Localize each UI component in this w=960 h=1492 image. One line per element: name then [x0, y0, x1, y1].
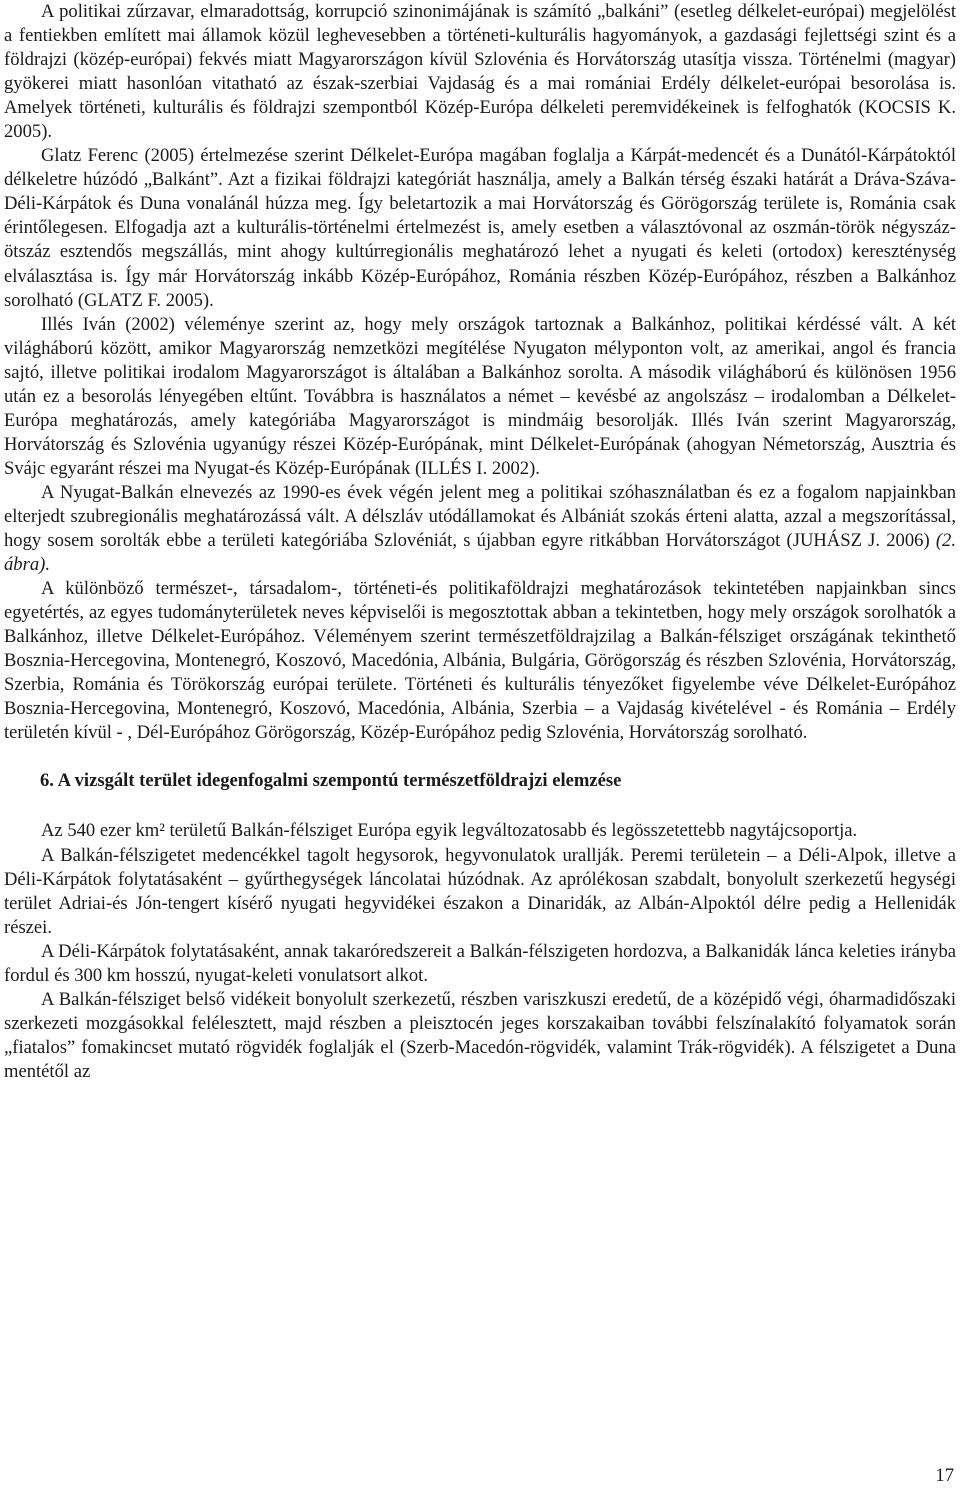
- paragraph-glatz-ferenc: Glatz Ferenc (2005) értelmezése szerint Délkelet-Európa magában foglalja a Kárpát-medencét és a Dunától-Kárpátoktól délkeletre húzódó „Balkánt”. Azt a fizikai földrajzi kategóriát használja, amely a Balkán térség északi határát a Dráva-Száva-Déli-Kárpátok és Duna vonalánál húzza meg. Így beletartozik a mai Horvátország és Görögország területe is, Románia csak érintőlegesen. Elfogadja azt a kulturális-történelmi értelmezést is, amely esetben a választóvonal az oszmán-török négyszáz-ötszáz esztendős megszállás, mint ahogy kultúrregionális meghatározó lehet a nyugati és keleti (ortodox) kereszténység elválasztása is. Így már Horvátország inkább Közép-Európához, Románia részben Közép-Európához, részben a Balkánhoz sorolható (GLATZ F. 2005).: [4, 145, 956, 311]
- paragraph-inner-regions: A Balkán-félsziget belső vidékeit bonyolult szerkezetű, részben variszkuszi eredetű, de a középidő végi, óharmadidőszaki szerkezeti mozgásokkal felélesztett, majd részben a pleisztocén jeges korszakaiban további felszínalakító folyamatok során „fiatalos” fomakincset mutató rögvidék foglalják el (Szerb-Macedón-rögvidék, valamint Trák-rögvidék). A félszigetet a Duna mentétől az: [4, 988, 956, 1082]
- paragraph-mountain-ranges: A Balkán-félszigetet medencékkel tagolt hegysorok, hegyvonulatok urallják. Peremi területein – a Déli-Alpok, illetve a Déli-Kárpátok folytatásaként – gyűrthegységek láncolatai húzódnak. Az aprólékosan szabdalt, bonyolult szerkezetű hegységi terület Adriai-és Jón-tengert kísérő nyugati hegyvidékei északon a Dinaridák, az Albán-Alpoktól délre pedig a Hellenidák részei.: [4, 844, 956, 938]
- section-heading: 6. A vizsgált terület idegenfogalmi szempontú természetföldrajzi elemzése: [40, 770, 622, 792]
- document-page: [4, 0, 956, 1084]
- paragraph-author-opinion: A különböző természet-, társadalom-, történeti-és politikaföldrajzi meghatározások tekintetében napjainkban sincs egyetértés, az egyes tudományterületek neves képviselői is megosztottak abban a tekintetben, hogy mely országok sorolhatók a Balkánhoz, illetve Délkelet-Európához. Véleményem szerint természetföldrajzilag a Balkán-félsziget országának tekinthető Bosznia-Hercegovina, Montenegró, Koszovó, Macedónia, Albánia, Bulgária, Görögország és részben Szlovénia, Horvátország, Szerbia, Románia és Törökország európai területe. Történeti és kulturális tényezőket figyelembe véve Délkelet-Európához Bosznia-Hercegovina, Montenegró, Koszovó, Macedónia, Albánia, Szerbia – a Vajdaság kivételével - és Románia – Erdély területén kívül - , Dél-Európához Görögország, Közép-Európához pedig Szlovénia, Horvátország sorolható.: [4, 578, 956, 744]
- paragraph-nyugat-balkan-text: A Nyugat-Balkán elnevezés az 1990-es évek végén jelent meg a politikai szóhasználatban és ez a fogalom napjainkban elterjedt szubregionális meghatározássá vált. A délszláv utódállamokat és Albániát szokás érteni alatta, azzal a megszorítással, hogy sosem sorolták ebbe a területi kategóriába Szlovéniát, s újabban egyre ritkábban Horvátországot (JUHÁSZ J. 2006): [4, 481, 956, 552]
- figure-reference: (2. ábra).: [4, 530, 956, 576]
- paragraph-nyugat-balkan: [4, 481, 956, 577]
- page-number: 17: [935, 1465, 954, 1486]
- paragraph-illes-ivan: Illés Iván (2002) véleménye szerint az, hogy mely országok tartoznak a Balkánhoz, politikai kérdéssé vált. A két világháború között, amikor Magyarország nemzetközi megítélése Nyugaton mélyponton volt, az amerikai, angol és francia sajtó, illetve politikai irodalom Magyarországot is általában a Balkánhoz sorolta. A második világháború és különösen 1956 után ez a besorolás lényegében eltűnt. Továbbra is használatos a német – kevésbé az angolszász – irodalomban a Délkelet-Európa meghatározás, amely kategóriába Magyarországot is mindmáig besorolják. Illés Iván szerint Magyarország, Horvátország és Szlovénia ugyanúgy részei Közép-Európának, mint Délkelet-Európának (ahogyan Németország, Ausztria és Svájc egyaránt részei ma Nyugat-és Közép-Európának (ILLÉS I. 2002).: [4, 313, 956, 479]
- paragraph-area-size: Az 540 ezer km² területű Balkán-félsziget Európa egyik legváltozatosabb és legösszetettebb nagytájcsoportja.: [41, 820, 858, 842]
- paragraph-balkan-designation: A politikai zűrzavar, elmaradottság, korrupció szinonimájának is számító „balkáni” (esetleg délkelet-európai) megjelölést a fentiekben említett mai államok közül leghevesebben a történeti-kulturális hagyományok, a gazdasági fejlettségi szint és a földrajzi (közép-európai) fekvés miatt Magyarországon kívül Szlovénia és Horvátország utasítja vissza. Történelmi (magyar) gyökerei miatt hasonlóan vitatható az észak-szerbiai Vajdaság és a mai romániai Erdély délkelet-európai besorolása is. Amelyek történeti, kulturális és földrajzi szempontból Közép-Európa délkeleti peremvidékeinek is felfoghatók (KOCSIS K. 2005).: [4, 1, 956, 143]
- paragraph-balkanides: A Déli-Kárpátok folytatásaként, annak takaróredszereit a Balkán-félszigeten hordozva, a Balkanidák lánca keleties irányba fordul és 300 km hosszú, nyugat-keleti vonulatsort alkot.: [4, 940, 956, 986]
